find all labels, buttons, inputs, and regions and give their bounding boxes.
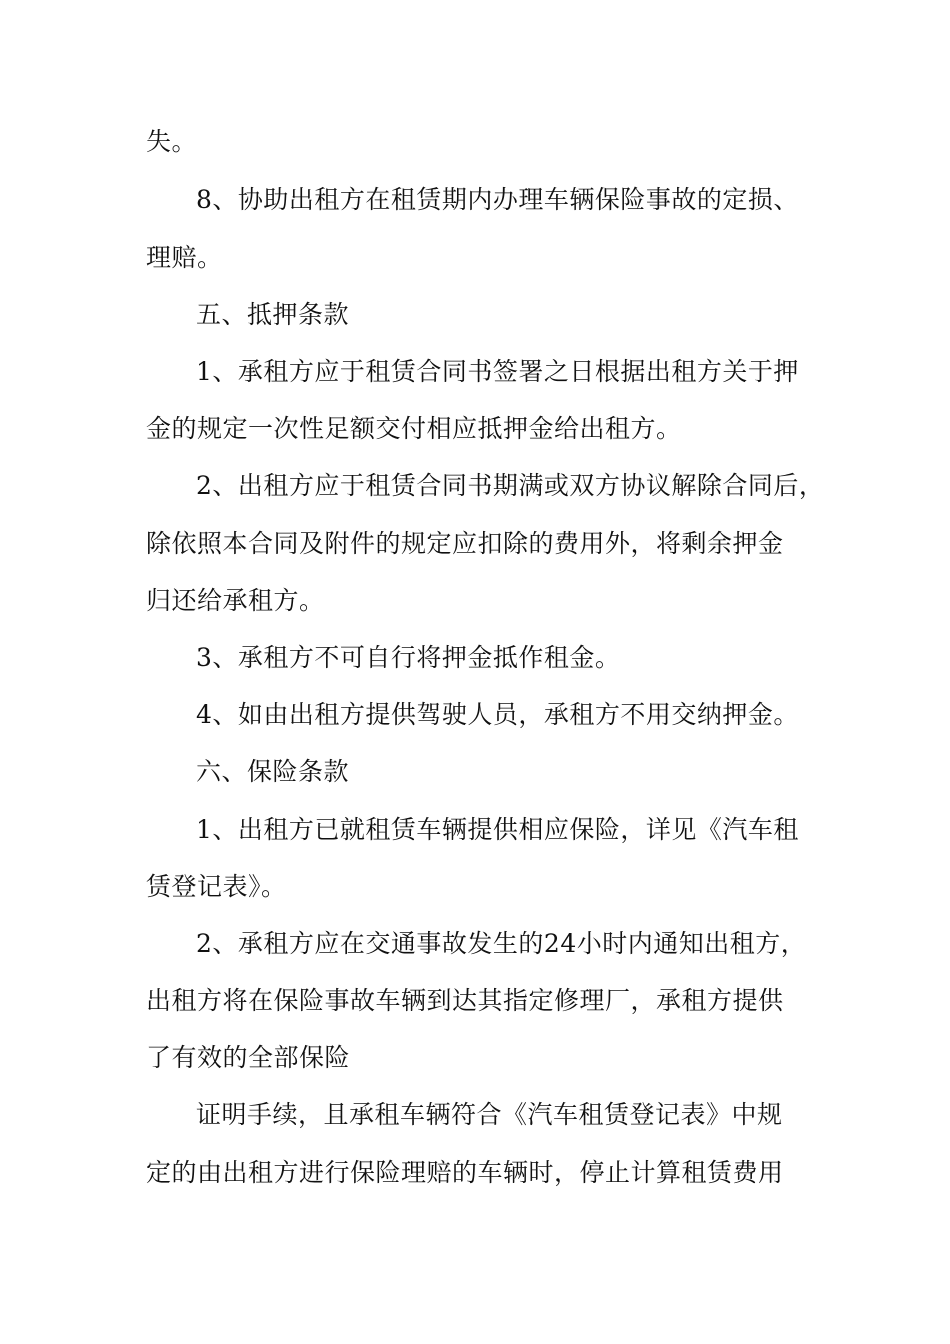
text-line: 除依照本合同及附件的规定应扣除的费用外，将剩余押金 (146, 529, 784, 558)
text-line: 8、协助出租方在租赁期内办理车辆保险事故的定损、 (196, 185, 799, 214)
text-line: 1、承租方应于租赁合同书签署之日根据出租方关于押 (196, 357, 799, 386)
text-line: 赁登记表》。 (146, 872, 287, 901)
text-line: 归还给承租方。 (146, 586, 325, 615)
text-line: 3、承租方不可自行将押金抵作租金。 (196, 643, 621, 672)
text-line: 2、承租方应在交通事故发生的24小时内通知出租方， (196, 929, 807, 958)
text-line: 2、出租方应于租赁合同书期满或双方协议解除合同后， (196, 471, 825, 500)
text-line: 出租方将在保险事故车辆到达其指定修理厂，承租方提供 (146, 986, 784, 1015)
text-line: 1、出租方已就租赁车辆提供相应保险，详见《汽车租 (196, 815, 799, 844)
section-heading: 五、抵押条款 (196, 300, 350, 329)
text-line: 证明手续，且承租车辆符合《汽车租赁登记表》中规 (196, 1100, 783, 1129)
text-line: 理赔。 (146, 243, 223, 272)
text-line: 失。 (146, 127, 198, 156)
text-line: 金的规定一次性足额交付相应抵押金给出租方。 (146, 414, 682, 443)
text-line: 4、如由出租方提供驾驶人员，承租方不用交纳押金。 (196, 700, 799, 729)
text-line: 了有效的全部保险 (146, 1043, 351, 1072)
section-heading: 六、保险条款 (196, 757, 350, 786)
text-line: 定的由出租方进行保险理赔的车辆时，停止计算租赁费用 (146, 1158, 784, 1187)
